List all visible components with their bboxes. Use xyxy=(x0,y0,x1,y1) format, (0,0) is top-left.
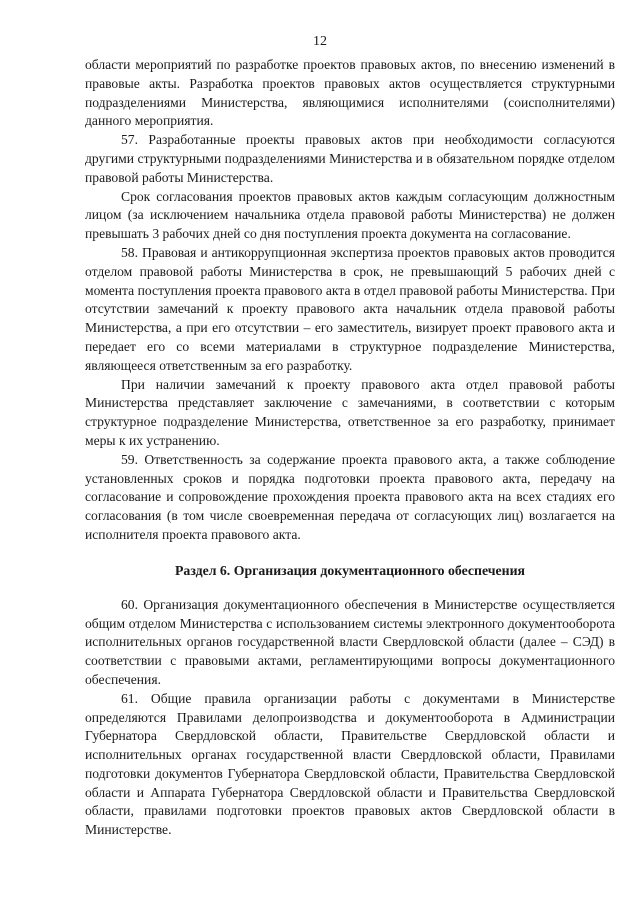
paragraph-59: 59. Ответственность за содержание проекта правового акта, а также соблюдение установленных сроков и порядка подготовки проекта правового акта, передачу на согласование и сопровождение прохождения проекта правового акта на всех стадиях его согласования (в том числе своевременная передача от согласующих лиц) возлагается на исполнителя проекта правового акта. xyxy=(85,451,615,542)
paragraph-61: 61. Общие правила организации работы с документами в Министерстве определяются Правилами делопроизводства и документооборота в Администрации Губернатора Свердловской области, Правительстве Свердловской области и исполнительных органах государственной власти Свердловской области, Правилами подготовки документов Губернатора Свердловской области, Правительства Свердловской области и Аппарата Губернатора Свердловской области и Правительства Свердловской области, правилами подготовки проектов правовых актов Свердловской области в Министерстве. xyxy=(85,690,615,838)
paragraph-remarks: При наличии замечаний к проекту правового акта отдел правовой работы Министерства представляет заключение с замечаниями, в соответствии с которым структурное подразделение Министерства, ответственное за его разработку, принимает меры к их устранению. xyxy=(85,376,615,448)
paragraph-continuation: области мероприятий по разработке проектов правовых актов, по внесению изменений в правовые акты. Разработка проектов правовых актов осуществляется структурными подразделениями Министерства, являющимися исполнителями (соисполнителями) данного мероприятия. xyxy=(85,57,615,129)
paragraph-approval-term: Срок согласования проектов правовых актов каждым согласующим должностным лицом (за исключением начальника отдела правовой работы Министерства) не должен превышать 3 рабочих дней со дня поступления проекта документа на согласование. xyxy=(85,188,615,242)
paragraph-57: 57. Разработанные проекты правовых актов при необходимости согласуются другими структурными подразделениями Министерства и в обязательном порядке отделом правовой работы Министерства. xyxy=(85,132,615,185)
paragraph-60: 60. Организация документационного обеспечения в Министерстве осуществляется общим отделом Министерства с использованием системы электронного документооборота исполнительных органов государственной власти Свердловской области (далее – СЭД) в соответствии с правовыми актами, регламентирующими вопросы документационного обеспечения. xyxy=(85,596,615,687)
page-number: 12 xyxy=(313,34,327,49)
paragraph-58: 58. Правовая и антикоррупционная экспертиза проектов правовых актов проводится отделом правовой работы Министерства в срок, не превышающий 5 рабочих дней с момента поступления проекта правового акта в отдел правовой работы Министерства. При отсутствии замечаний к проекту правового акта начальник отдела правовой работы Министерства, а при его отсутствии – его заместитель, визирует проект правового акта и передает его со всеми материалами в структурное подразделение Министерства, являющееся ответственным за его разработку. xyxy=(85,244,615,373)
section-heading: Раздел 6. Организация документационного обеспечения xyxy=(175,562,525,578)
document-body xyxy=(85,56,615,840)
